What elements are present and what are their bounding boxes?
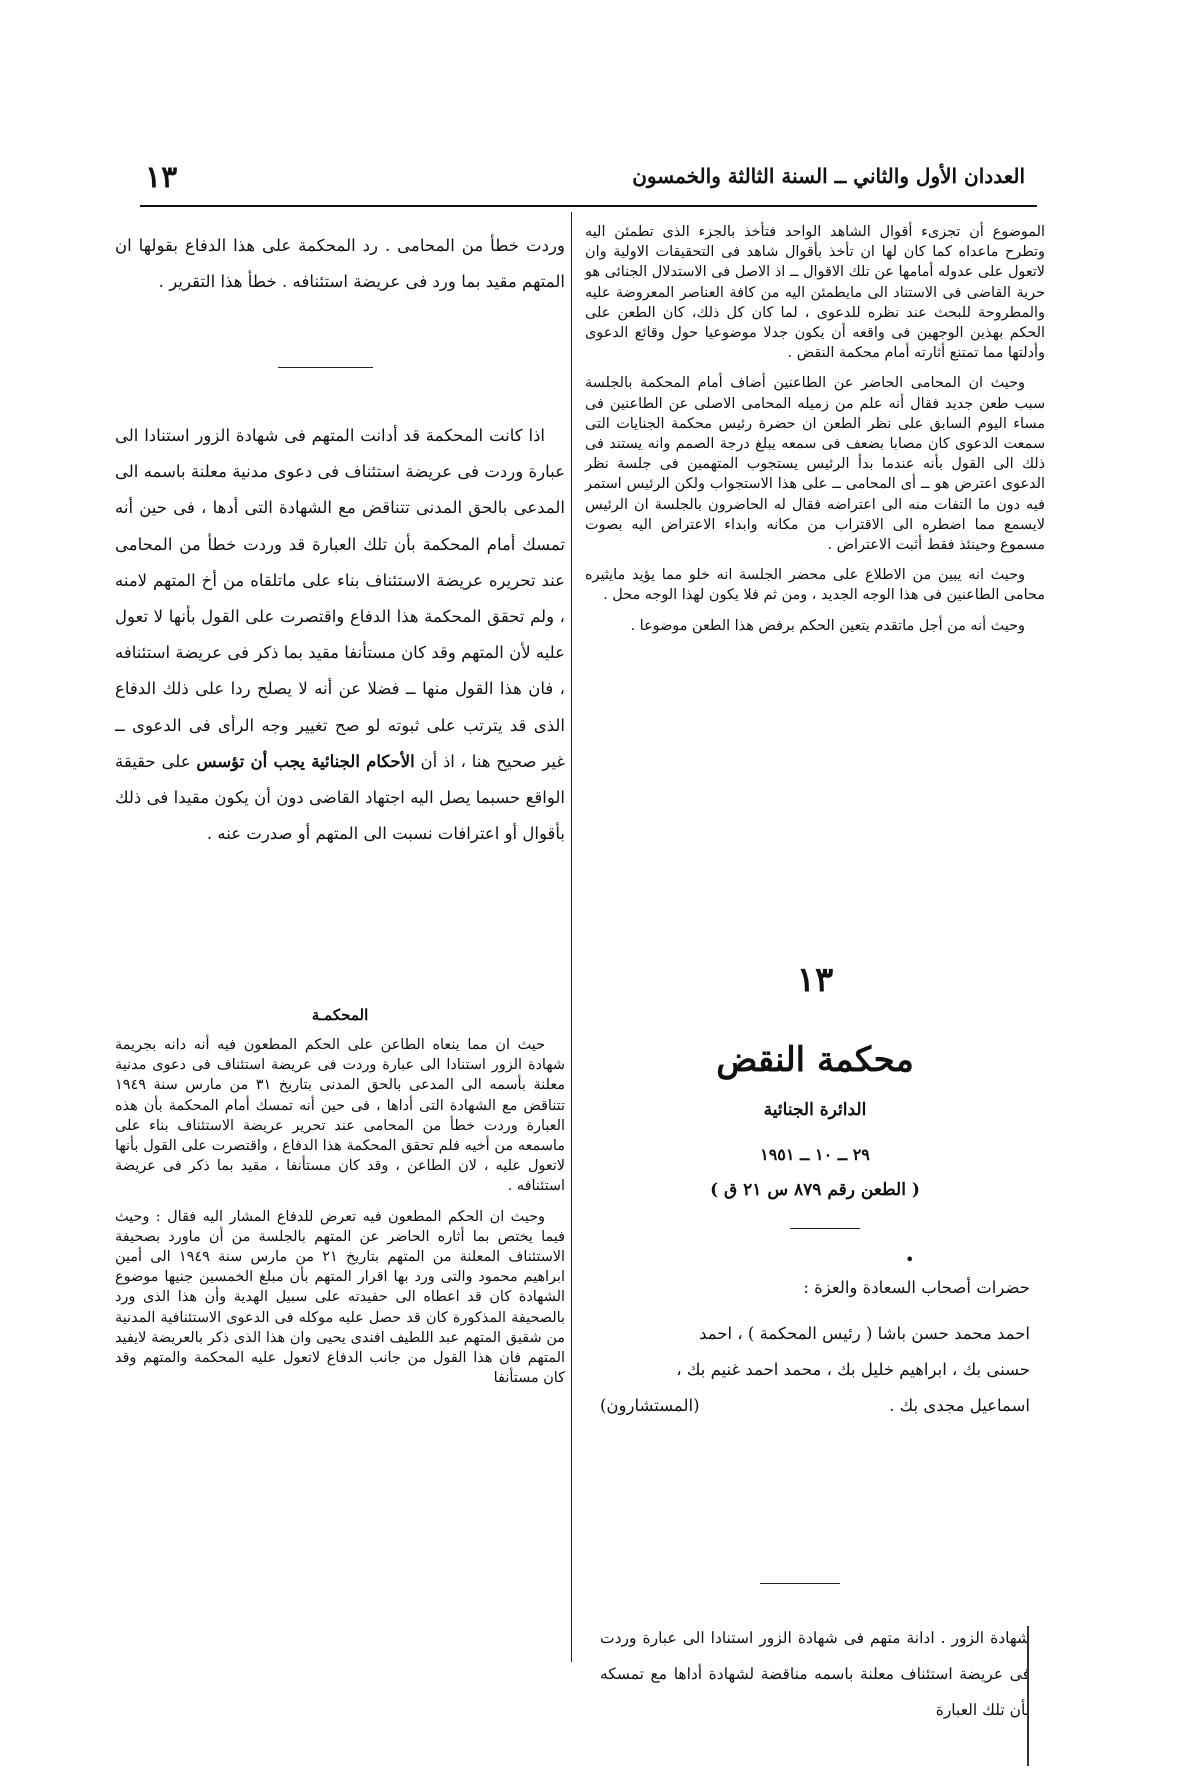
- principle-text: [115, 418, 565, 852]
- paragraph: وحيث ان الحكم المطعون فيه تعرض للدفاع المشار اليه فقال : وحيث فيما يختص بما أثاره الحاضر عن المتهم بالجلسة من أن ماورد بصحيفة الاستئناف المعلنة من المتهم بتاريخ ٢١ من مارس سنة ١٩٤٩ الى أمين ابراهيم محمود والتى ورد بها اقرار المتهم بأن مبلغ الخمسين جنيها موضوع الشهادة كان قد اعطاه الى حفيدته على سبيل الهدية وأن هذا الذى ورد بالصحيفة المذكورة كان قد حصل عليه موكله فى الدعوى الاستئنافية المدنية من شقيق المتهم عبد اللطيف افندى يحيى وان هذا الذى ذكر بالعريضة لايفيد المتهم فان هذا القول من جانب الدفاع لاتعول عليه المحكمة والمتهم وقد كان مستأنفا: [115, 1208, 565, 1387]
- paragraph: حيث ان مما ينعاه الطاعن على الحكم المطعون فيه أنه دانه بجريمة شهادة الزور استنادا الى عبارة وردت فى عريضة استئناف فى دعوى مدنية معلنة بأسمه الى المدعى بالحق المدنى بتاريخ ٣١ من مارس سنة ١٩٤٩ تتناقض مع الشهادة التى أداها ، فى حين أنه تمسك أمام المحكمة بأن هذه العبارة وردت خطأ من المحامى عند تحرير عريضة الاستئناف بناء على ماسمعه من أخيه فلم تحقق المحكمة هذا الدفاع ، واقتصرت على القول بأنها لاتعول عليه ، لان الطاعن ، وقد كان مستأنفا ، مقيد بما ذكر فى عريضة استئنافه .: [115, 1037, 565, 1195]
- divider: [760, 1583, 840, 1584]
- circuit-name: الدائرة الجنائية: [763, 1100, 867, 1120]
- paragraph: الموضوع أن تجزىء أقوال الشاهد الواحد فتأخذ بالجزء الذى تطمئن اليه وتطرح ماعداه كما كان لها ان تأخذ بأقوال شاهد فى التحقيقات الاولية وان لاتعول على عدوله أمامها عن تلك الاقوال ــ اذ الاصل فى الاستدلال الجنائى هو حرية القاضى فى الاستناد الى مايطمئن اليه من كافة العناصر المعروضة عليه والمطروحة للبحث عند نظره للدعوى ، لما كان كل ذلك، كان الطعن على الحكم بهذين الوجهين فى واقعه أن يكون جدلا موضوعيا حول وقائع الدعوى وأدلتها مما تمتنع أثارته أمام محكمة النقض .: [585, 224, 1045, 362]
- paragraph: وحيث انه يبين من الاطلاع على محضر الجلسة انه خلو مما يؤيد مايثيره محامى الطاعنين فى هذا الوجه الجديد ، ومن ثم فلا يكون لهذا الوجه محل .: [585, 567, 1045, 604]
- judges-line: حسنى بك ، ابراهيم خليل بك ، محمد احمد غنيم بك ،: [676, 1360, 1030, 1379]
- bullet-dot: •: [905, 1250, 915, 1269]
- principle-end: على حقيقة الواقع حسبما يصل اليه اجتهاد القاضى دون أن يكون مقيدا فى ذلك بأقوال أو اعترافات نسبت الى المتهم أو صدرت عنه .: [115, 751, 565, 844]
- judges-line: اسماعيل مجدى بك .: [889, 1396, 1030, 1415]
- court-name: محكمة النقض: [716, 1040, 914, 1080]
- judges-role: (المستشارون): [600, 1396, 700, 1415]
- header-rule: [140, 205, 1037, 207]
- issue-title: العددان الأول والثاني ــ السنة الثالثة والخمسون: [632, 164, 1025, 188]
- left-bottom-text: [115, 1035, 565, 1388]
- judges-line: احمد محمد حسن باشا ( رئيس المحكمة ) ، احمد: [699, 1324, 1030, 1343]
- column-divider: [571, 212, 572, 1662]
- decision-date: ٢٩ ــ ١٠ ــ ١٩٥١: [760, 1145, 870, 1164]
- summary-bar: [1027, 1626, 1029, 1766]
- summary-text: شهادة الزور . ادانة متهم فى شهادة الزور استنادا الى عبارة وردت فى عريضة استئناف معلنة باسمه مناقضة لشهادة أداها مع تمسكه بأن تلك العبارة: [600, 1629, 1030, 1719]
- appeal-number: ( الطعن رقم ٨٧٩ س ٢١ ق ): [710, 1180, 920, 1200]
- page-header: [125, 160, 1025, 204]
- case-summary: [600, 1620, 1030, 1728]
- judges-block: [600, 1270, 1030, 1424]
- page-number: ١٣: [145, 160, 178, 195]
- summary-continuation: وردت خطأ من المحامى . رد المحكمة على هذا الدفاع بقولها ان المتهم مقيد بما ورد فى عريضة استئنافه . خطأ هذا التقرير .: [115, 236, 565, 291]
- divider: [278, 367, 373, 368]
- principle-body: اذا كانت المحكمة قد أدانت المتهم فى شهادة الزور استنادا الى عبارة وردت فى عريضة استئناف فى دعوى مدنية معلنة باسمه الى المدعى بالحق المدنى تتناقض مع الشهادة التى أدها ، فى حين أنه تمسك أمام المحكمة بأن تلك العبارة قد وردت خطأ من المحامى عند تحريره عريضة الاستئناف بناء على ماتلقاه من أخ المتهم لامنه ، ولم تحقق المحكمة هذا الدفاع واقتصرت على القول بأنها لا تعول عليه لأن المتهم وقد كان مستأنفا مقيد بما ذكر فى عريضة استئنافه ، فان هذا القول منها ــ فضلا عن أنه لا يصلح ردا على ذلك الدفاع الذى قد يترتب على ثبوته لو صح تغيير وجه الرأى فى الدعوى ــ غير صحيح هنا ، اذ أن: [115, 426, 565, 771]
- judges-intro: حضرات أصحاب السعادة والعزة :: [803, 1278, 1030, 1297]
- left-top-summary: [115, 228, 565, 300]
- section-heading: المحكمـة: [311, 1006, 369, 1024]
- paragraph: وحيث أنه من أجل ماتقدم يتعين الحكم برفض هذا الطعن موضوعا .: [630, 617, 1025, 634]
- divider: [790, 1228, 860, 1229]
- case-number: ١٣: [796, 960, 834, 1000]
- paragraph: وحيث ان المحامى الحاضر عن الطاعنين أضاف أمام المحكمة بالجلسة سبب طعن جديد فقال أنه علم من زميله المحامى الاصلى عن الطاعنين فى مساء اليوم السابق على نظر الطعن ان حضرة رئيس محكمة الجنايات التى سمعت الدعوى كان مصابا بضعف فى سمعه يبلغ درجة الصمم وانه يستند فى ذلك الى القول بأنه عندما بدأ الرئيس يستجوب المتهمين فى جلسة نظر الدعوى اعترض هو ــ أى المحامى ــ على هذا الاستجواب ولكن الرئيس استمر فيه دون ما التفات منه الى اعتراضه فقال له الحاضرون بالجلسة ان الرئيس لايسمع مما اضطره الى الاقتراب من مكانه وابداء الاعتراض اليه بصوت مسموع وحينئذ فقط أثبت الاعتراض .: [585, 375, 1045, 554]
- right-column: [585, 222, 1045, 636]
- principle-emphasis: الأحكام الجنائية يجب أن تؤسس: [196, 751, 415, 771]
